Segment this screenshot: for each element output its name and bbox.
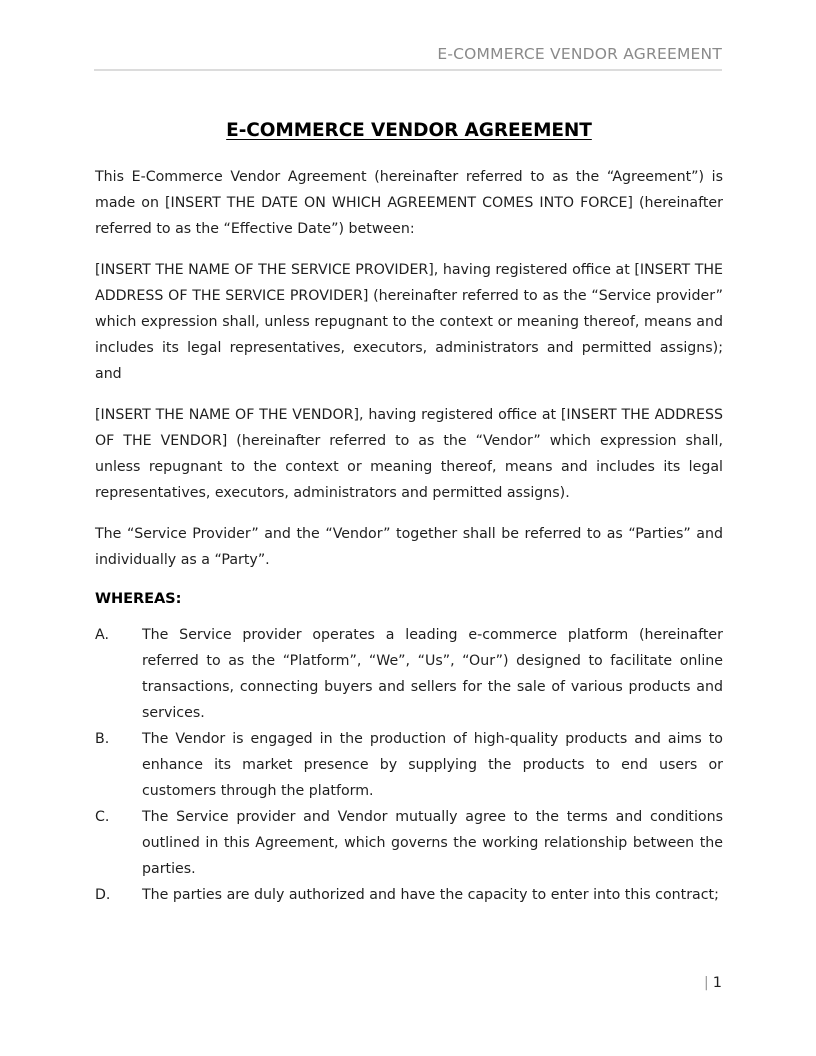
- list-item-text: The parties are duly authorized and have the capacity to enter into this contract;: [142, 887, 719, 903]
- list-item-marker: B.: [95, 731, 110, 747]
- list-item: [95, 804, 723, 882]
- page-number: 1: [712, 975, 722, 991]
- list-item: [95, 882, 723, 908]
- list-item-marker: C.: [95, 809, 110, 825]
- page-footer: [94, 972, 722, 993]
- header-divider: [94, 69, 722, 71]
- running-header: [94, 44, 722, 64]
- document-content: [95, 118, 723, 908]
- paragraph-service-provider: [INSERT THE NAME OF THE SERVICE PROVIDER], having registered office at [INSERT THE ADDRESS OF THE SERVICE PROVIDER] (hereinafter referred to as the “Service provider” which expression shall, unless repugnant to the context or meaning thereof, means and includes its legal representatives, executors, administrators and permitted assigns); and: [95, 262, 723, 382]
- whereas-heading: WHEREAS:: [95, 590, 182, 607]
- list-item-text: The Vendor is engaged in the production of high-quality products and aims to enhance its market presence by supplying the products to end users or customers through the platform.: [142, 731, 723, 799]
- paragraph-vendor: [INSERT THE NAME OF THE VENDOR], having registered office at [INSERT THE ADDRESS OF THE VENDOR] (hereinafter referred to as the “Vendor” which expression shall, unless repugnant to the context or meaning thereof, means and includes its legal representatives, executors, administrators and permitted assigns).: [95, 407, 723, 501]
- running-header-title: E-COMMERCE VENDOR AGREEMENT: [437, 45, 722, 63]
- page-title-text: E-COMMERCE VENDOR AGREEMENT: [226, 120, 592, 141]
- paragraph-parties: The “Service Provider” and the “Vendor” together shall be referred to as “Parties” and individually as a “Party”.: [95, 526, 723, 568]
- list-item-marker: D.: [95, 887, 111, 903]
- list-item-text: The Service provider operates a leading e-commerce platform (hereinafter referred to as the “Platform”, “We”, “Us”, “Our”) designed to facilitate online transactions, connecting buyers and sellers for the sale of various products and services.: [142, 627, 723, 721]
- page-title: [95, 118, 723, 144]
- recitals-list: [95, 622, 723, 908]
- footer-separator: |: [703, 975, 709, 991]
- list-item-marker: A.: [95, 627, 109, 643]
- list-item-text: The Service provider and Vendor mutually agree to the terms and conditions outlined in this Agreement, which governs the working relationship between the parties.: [142, 809, 723, 877]
- paragraph-preamble: This E-Commerce Vendor Agreement (hereinafter referred to as the “Agreement”) is made on [INSERT THE DATE ON WHICH AGREEMENT COMES INTO FORCE] (hereinafter referred to as the “Effective Date”) between:: [95, 169, 723, 237]
- list-item: [95, 726, 723, 804]
- list-item: [95, 622, 723, 726]
- page-footer-inner: [704, 973, 722, 993]
